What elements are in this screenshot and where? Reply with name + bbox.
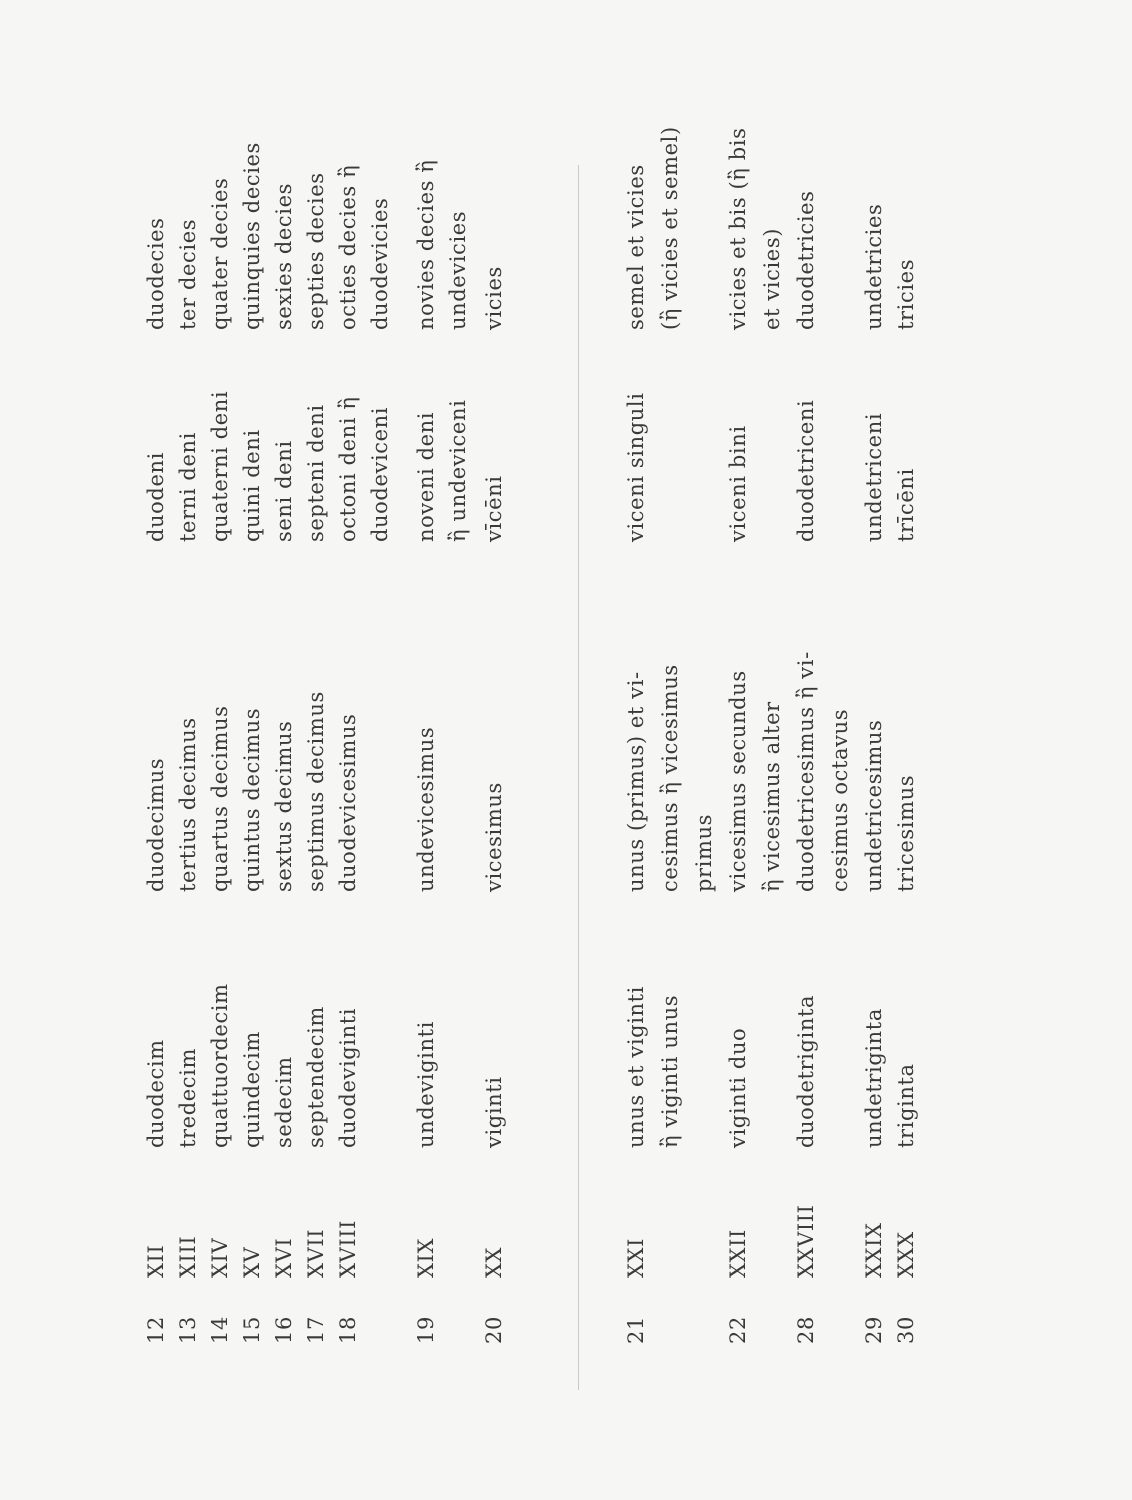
ordinal: duodevicesimus <box>336 713 360 892</box>
row-number: 17 <box>304 1316 328 1344</box>
distributive: viceni bini <box>726 425 750 542</box>
row-number: 30 <box>894 1316 918 1344</box>
numeral-adverb: duodevicies <box>368 197 392 330</box>
cardinal: triginta <box>894 1063 918 1148</box>
ordinal: undetricesimus <box>862 719 886 892</box>
ordinal: vicesimus <box>482 782 506 892</box>
ordinal: vicesimus secundus <box>726 670 750 892</box>
roman-numeral: XIV <box>208 1237 232 1278</box>
cardinal: duodeviginti <box>336 1007 360 1148</box>
numeral-adverb: vicies <box>482 266 506 330</box>
row-number: 28 <box>794 1316 818 1344</box>
cardinal: unus et viginti <box>624 986 648 1148</box>
cardinal: quindecim <box>240 1031 264 1148</box>
numeral-adverb: duodecies <box>144 217 168 330</box>
distributive: terni deni <box>176 432 200 542</box>
cardinal: viginti <box>482 1076 506 1148</box>
numeral-adverb: duodetricies <box>794 190 818 330</box>
ordinal: quartus decimus <box>208 705 232 892</box>
ordinal: tertius decimus <box>176 717 200 892</box>
roman-numeral: XXX <box>894 1231 918 1278</box>
roman-numeral: XXI <box>624 1238 648 1278</box>
numeral-adverb: quater decies <box>208 177 232 330</box>
distributive: noveni deni <box>414 411 438 542</box>
numeral-adverb: vicies et bis (ἢ bis <box>726 127 750 330</box>
roman-numeral: XXVIII <box>794 1204 818 1278</box>
cardinal: viginti duo <box>726 1027 750 1148</box>
distributive: quini deni <box>240 429 264 542</box>
row-number: 29 <box>862 1316 886 1344</box>
distributive: octoni deni ἢ <box>336 396 360 542</box>
roman-numeral: XVIII <box>336 1219 360 1278</box>
numeral-adverb: tricies <box>894 258 918 330</box>
numeral-adverb: septies decies <box>304 172 328 330</box>
ordinal: duodetricesimus ἢ vi- <box>794 651 818 892</box>
roman-numeral: XX <box>482 1246 506 1278</box>
cardinal: tredecim <box>176 1048 200 1148</box>
ordinal: cesimus ἢ vicesimus <box>658 664 682 892</box>
distributive: undetriceni <box>862 412 886 542</box>
roman-numeral: XIII <box>176 1235 200 1278</box>
distributive: ἢ undeviceni <box>446 399 470 542</box>
roman-numeral: XV <box>240 1246 264 1278</box>
numeral-adverb: ter decies <box>176 218 200 330</box>
roman-numeral: XVI <box>272 1237 296 1278</box>
roman-numeral: XXII <box>726 1229 750 1278</box>
ordinal: ἢ vicesimus alter <box>760 701 784 892</box>
cardinal: quattuordecim <box>208 983 232 1148</box>
numeral-adverb: quinquies decies <box>240 142 264 330</box>
roman-numeral: XVII <box>304 1228 328 1278</box>
ordinal: duodecimus <box>144 757 168 892</box>
ordinal: primus <box>692 813 716 892</box>
ordinal: quintus decimus <box>240 707 264 892</box>
distributive: quaterni deni <box>208 390 232 542</box>
numeral-adverb: undevicies <box>446 210 470 330</box>
cardinal: septendecim <box>304 1006 328 1148</box>
ordinal: septimus decimus <box>304 691 328 892</box>
ordinal: tricesimus <box>894 774 918 892</box>
cardinal: duodetriginta <box>794 994 818 1148</box>
cardinal: undetriginta <box>862 1008 886 1148</box>
row-number: 21 <box>624 1316 648 1344</box>
distributive: seni deni <box>272 440 296 542</box>
section-divider <box>578 165 579 1390</box>
cardinal: duodecim <box>144 1039 168 1148</box>
roman-numeral: XXIX <box>862 1222 886 1278</box>
distributive: trīcēni <box>894 468 918 542</box>
distributive: duodeviceni <box>368 406 392 542</box>
ordinal: undevicesimus <box>414 726 438 892</box>
distributive: viceni singuli <box>624 392 648 542</box>
ordinal: unus (primus) et vi- <box>624 671 648 892</box>
numeral-adverb: et vicies) <box>760 228 784 330</box>
row-number: 15 <box>240 1316 264 1344</box>
cardinal: ἢ viginti unus <box>658 994 682 1148</box>
row-number: 20 <box>482 1316 506 1344</box>
distributive: duodeni <box>144 452 168 542</box>
cardinal: sedecim <box>272 1056 296 1148</box>
row-number: 14 <box>208 1316 232 1344</box>
row-number: 18 <box>336 1316 360 1344</box>
roman-numeral: XII <box>144 1244 168 1278</box>
numeral-adverb: undetricies <box>862 203 886 330</box>
roman-numeral: XIX <box>414 1238 438 1278</box>
row-number: 12 <box>144 1316 168 1344</box>
numeral-adverb: sexies decies <box>272 183 296 330</box>
numeral-adverb: novies decies ἢ <box>414 159 438 330</box>
numeral-adverb: (ἢ vicies et semel) <box>658 126 682 330</box>
row-number: 13 <box>176 1316 200 1344</box>
cardinal: undeviginti <box>414 1021 438 1148</box>
row-number: 22 <box>726 1316 750 1344</box>
distributive: vīcēni <box>482 475 506 542</box>
numeral-adverb: semel et vicies <box>624 164 648 330</box>
row-number: 19 <box>414 1316 438 1344</box>
distributive: septeni deni <box>304 404 328 542</box>
numeral-adverb: octies decies ἢ <box>336 164 360 330</box>
ordinal: cesimus octavus <box>828 708 852 892</box>
ordinal: sextus decimus <box>272 720 296 892</box>
distributive: duodetriceni <box>794 399 818 542</box>
row-number: 16 <box>272 1316 296 1344</box>
